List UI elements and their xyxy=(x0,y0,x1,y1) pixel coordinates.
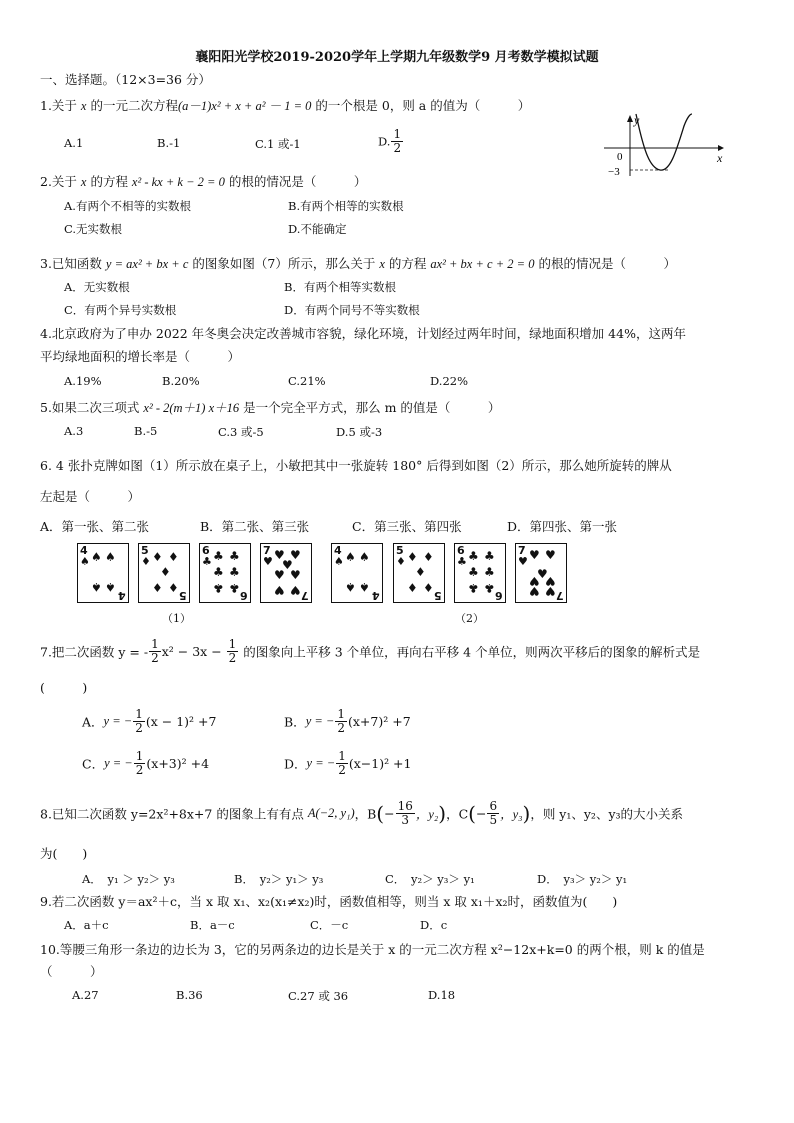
card-rank-value: 7 xyxy=(263,544,271,557)
q8-b-y: ，y₂ xyxy=(415,807,439,822)
q7-option-d xyxy=(284,750,411,777)
card-rank xyxy=(202,545,212,567)
q10-option-c: C.27 或 36 xyxy=(288,989,349,1003)
heart-icon: ♥ xyxy=(274,548,285,562)
q4-option-b: B.20% xyxy=(162,374,200,388)
card-5-diamonds-1 xyxy=(138,543,190,603)
q3-equation: ax² + bx + c + 2 = 0 xyxy=(430,257,535,271)
spade-icon: ♠ xyxy=(359,580,370,594)
q7-f1-den: 2 xyxy=(151,651,159,665)
q7-mid: x² − 3x − xyxy=(161,644,226,659)
club-icon: ♣ xyxy=(468,581,479,595)
q7-post: 的图象向上平移 3 个单位，再向右平移 4 个单位，则两次平移后的图象的解析式是 xyxy=(239,644,701,660)
question-6-line1: 6. 4 张扑克牌如图（1）所示放在桌子上，小敏把其中一张旋转 180° 后得到如图（2）所示，那么她所旋转的牌从 xyxy=(40,458,672,473)
card-rank-bottom: 4 xyxy=(118,589,126,602)
q1-post: 的一个根是 0，则 a 的值为（ ） xyxy=(311,98,531,113)
card-rank-bottom: 7 xyxy=(556,589,564,602)
q2-mid: 的方程 xyxy=(86,174,132,189)
card-7-hearts-1 xyxy=(260,543,312,603)
diamond-icon: ♦ xyxy=(415,565,426,579)
page-title: 襄阳阳光学校2019-2020学年上学期九年级数学9 月考数学模拟试题 xyxy=(195,50,599,65)
card-rank-bottom: 4 xyxy=(372,589,380,602)
figure-label-2: （2） xyxy=(455,612,484,625)
card-rank-value: 6 xyxy=(202,544,210,557)
question-3 xyxy=(40,254,676,272)
card-rank-bottom: 7 xyxy=(301,589,309,602)
q7-c-num: 1 xyxy=(135,749,144,763)
q8-c-fraction xyxy=(487,800,499,827)
q3-post: 的根的情况是（ ） xyxy=(534,256,676,271)
q7-d-fraction xyxy=(336,750,348,777)
q8-paren-open-c: ( xyxy=(468,801,476,826)
q1-mid: 的一元二次方程 xyxy=(86,98,178,113)
q2-option-c: C.无实数根 xyxy=(64,222,123,236)
question-5 xyxy=(40,398,500,416)
question-8 xyxy=(40,800,683,827)
spade-icon: ♠ xyxy=(345,580,356,594)
question-10-line1: 10.等腰三角形一条边的边长为 3，它的另两条边的边长是关于 x 的一元二次方程 x²−12x+k=0 的两个根，则 k 的值是 xyxy=(40,942,705,957)
heart-icon: ♥ xyxy=(290,568,301,582)
q2-option-a: A.有两个不相等的实数根 xyxy=(64,199,191,213)
card-rank-suit: ♣ xyxy=(457,555,467,568)
q1-option-a: A.1 xyxy=(64,136,84,150)
q5-pre: 5.如果二次三项式 xyxy=(40,400,144,415)
q8-option-b: B． y₂＞ y₁＞ y₃ xyxy=(234,872,324,886)
card-rank-suit: ♥ xyxy=(518,555,528,568)
q8-paren-open: ( xyxy=(376,801,385,826)
q6-option-d: D．第四张、第一张 xyxy=(507,519,618,534)
q8-post: ，则 y₁、y₂、y₃的大小关系 xyxy=(530,806,684,822)
q8-point-a: A(−2, y₁) xyxy=(307,806,355,820)
q7-c-pre: y = − xyxy=(104,756,133,770)
card-rank-value: 5 xyxy=(141,544,149,557)
parabola-graph xyxy=(600,112,730,180)
q3-pre: 3.已知函数 xyxy=(40,256,106,271)
heart-icon: ♥ xyxy=(529,548,540,562)
spade-icon: ♠ xyxy=(105,580,116,594)
q7-a-letter: A． xyxy=(82,714,104,730)
q4-option-c: C.21% xyxy=(288,374,326,388)
q5-option-a: A.3 xyxy=(64,424,84,438)
card-rank xyxy=(263,545,273,567)
q10-option-a: A.27 xyxy=(72,988,99,1002)
q3-function: y = ax² + bx + c xyxy=(105,257,189,271)
heart-icon: ♥ xyxy=(274,583,285,597)
question-4-line2: 平均绿地面积的增长率是（ ） xyxy=(40,349,241,364)
card-rank-value: 7 xyxy=(518,544,526,557)
q4-option-d: D.22% xyxy=(430,374,469,388)
section-heading: 一、选择题。（12×3=36 分） xyxy=(40,72,211,87)
q2-option-d: D.不能确定 xyxy=(288,222,347,236)
q8-b-den: 3 xyxy=(401,813,410,827)
q8-comma-c: ，C xyxy=(446,806,469,822)
card-rank xyxy=(80,545,90,567)
q7-d-pre: y = − xyxy=(306,756,336,770)
q8-paren-close: ) xyxy=(438,801,447,826)
origin-label: 0 xyxy=(617,151,623,163)
y-axis-arrow xyxy=(627,115,633,122)
heart-icon: ♥ xyxy=(290,548,301,562)
question-9: 9.若二次函数 y＝ax²＋c，当 x 取 x₁、x₂(x₁≠x₂)时，函数值相等，则当 x 取 x₁＋x₂时，函数值为( ) xyxy=(40,894,618,909)
x-label: x xyxy=(717,151,723,165)
q7-b-post: (x+7)² +7 xyxy=(348,714,411,729)
question-4-line1: 4.北京政府为了申办 2022 年冬奥会决定改善城市容貌，绿化环境，计划经过两年时间，绿地面积增加 44%，这两年 xyxy=(40,326,686,341)
card-rank xyxy=(141,545,151,567)
q8-option-a: A． y₁ ＞ y₂＞ y₃ xyxy=(82,872,175,886)
q3-option-d: D．有两个同号不等实数根 xyxy=(284,303,420,317)
q7-b-letter: B． xyxy=(284,714,306,730)
q7-c-post: (x+3)² +4 xyxy=(146,756,210,771)
q8-c-neg: − xyxy=(475,806,487,821)
y-label: y xyxy=(634,113,640,127)
spade-icon: ♠ xyxy=(359,550,370,564)
q5-expression: x² - 2(m＋1) x＋16 xyxy=(143,401,240,415)
q7-c-den: 2 xyxy=(135,763,144,777)
card-rank-bottom: 6 xyxy=(240,589,248,602)
q5-option-b: B.-5 xyxy=(134,424,158,438)
q8-b-num: 16 xyxy=(397,799,413,813)
figure-label-1: （1） xyxy=(162,612,191,625)
card-6-clubs-1 xyxy=(199,543,251,603)
q7-a-den: 2 xyxy=(135,721,143,735)
q10-option-d: D.18 xyxy=(428,988,456,1002)
q8-c-y: ，y₃ xyxy=(500,807,523,822)
q7-pre: 7.把二次函数 y = - xyxy=(40,644,149,660)
q7-option-a xyxy=(82,708,216,735)
heart-icon: ♥ xyxy=(545,574,556,588)
card-6-clubs-2 xyxy=(454,543,506,603)
q8-c-den: 5 xyxy=(489,813,498,827)
spade-icon: ♠ xyxy=(345,550,356,564)
card-rank-value: 5 xyxy=(396,544,404,557)
q7-b-pre: y = − xyxy=(305,714,335,728)
q7-a-post: (x − 1)² +7 xyxy=(145,714,217,729)
neg3-label: −3 xyxy=(608,166,620,178)
q1-option-d xyxy=(378,128,404,155)
q7-b-num: 1 xyxy=(337,707,345,721)
card-4-spades-1 xyxy=(77,543,129,603)
spade-icon: ♠ xyxy=(91,580,102,594)
question-1 xyxy=(40,96,530,114)
q8-paren-close-c: ) xyxy=(522,801,531,826)
q7-d-letter: D． xyxy=(284,756,307,772)
diamond-icon: ♦ xyxy=(168,550,179,564)
q7-fraction-2 xyxy=(227,638,239,665)
card-rank-value: 4 xyxy=(334,544,342,557)
card-rank-value: 4 xyxy=(80,544,88,557)
q8-comma-b: ，B xyxy=(354,806,377,822)
q9-option-b: B．a－c xyxy=(190,918,235,932)
q3-option-c: C．有两个异号实数根 xyxy=(64,303,177,317)
card-7-hearts-2 xyxy=(515,543,567,603)
q7-d-num: 1 xyxy=(338,749,346,763)
card-rank xyxy=(396,545,406,567)
diamond-icon: ♦ xyxy=(407,581,418,595)
q5-post: 是一个完全平方式，那么 m 的值是（ ） xyxy=(239,400,501,415)
card-rank-suit: ♠ xyxy=(80,555,90,568)
question-7-line2: ( ) xyxy=(40,680,88,695)
diamond-icon: ♦ xyxy=(168,581,179,595)
question-8-line2: 为( ) xyxy=(40,846,88,861)
q9-option-d: D．c xyxy=(420,918,448,932)
q6-option-c: C．第三张、第四张 xyxy=(352,519,462,534)
question-2 xyxy=(40,172,366,190)
q2-var: x xyxy=(80,175,87,189)
heart-icon: ♥ xyxy=(537,567,548,581)
q2-post: 的根的情况是（ ） xyxy=(224,174,367,189)
heart-icon: ♥ xyxy=(290,583,301,597)
q8-option-d: D． y₃＞ y₂＞ y₁ xyxy=(537,872,628,886)
q7-d-den: 2 xyxy=(338,763,346,777)
q1-equation: (a－1)x² + x + a² － 1 = 0 xyxy=(177,99,312,113)
heart-icon: ♥ xyxy=(282,558,293,572)
q9-option-c: C．－c xyxy=(310,918,349,932)
q8-b-neg: − xyxy=(384,806,395,821)
q1-pre: 1.关于 xyxy=(40,98,81,113)
q1-option-b: B.-1 xyxy=(157,136,181,150)
parabola-curve xyxy=(636,114,692,170)
heart-icon: ♥ xyxy=(545,584,556,598)
q7-f1-num: 1 xyxy=(151,637,159,651)
q10-option-b: B.36 xyxy=(176,988,203,1002)
q7-b-fraction xyxy=(335,708,347,735)
q8-option-c: C． y₂＞ y₃＞ y₁ xyxy=(385,872,475,886)
q1-d-num: 1 xyxy=(393,127,402,141)
q2-equation: x² - kx + k − 2 = 0 xyxy=(131,175,225,189)
q1-option-d-fraction xyxy=(391,128,403,155)
q3-mid: 的图象如图（7）所示，那么关于 xyxy=(188,256,380,271)
q8-c-num: 6 xyxy=(489,799,498,813)
q5-option-d: D.5 或-3 xyxy=(336,425,383,439)
card-rank-bottom: 6 xyxy=(495,589,503,602)
card-rank-bottom: 5 xyxy=(434,589,442,602)
q7-f2-den: 2 xyxy=(228,651,237,665)
club-icon: ♣ xyxy=(468,565,479,579)
q7-d-post: (x−1)² +1 xyxy=(348,756,412,771)
diamond-icon: ♦ xyxy=(423,581,434,595)
heart-icon: ♥ xyxy=(529,574,540,588)
q7-f2-num: 1 xyxy=(228,637,237,651)
club-icon: ♣ xyxy=(484,549,495,563)
q8-pre: 8.已知二次函数 y=2x²+8x+7 的图象上有有点 xyxy=(40,806,308,822)
club-icon: ♣ xyxy=(468,549,479,563)
club-icon: ♣ xyxy=(229,581,240,595)
question-6-line2: 左起是（ ） xyxy=(40,489,141,504)
card-rank xyxy=(457,545,467,567)
q3-var: x xyxy=(379,257,385,271)
q4-option-a: A.19% xyxy=(64,374,102,388)
card-rank-value: 6 xyxy=(457,544,465,557)
card-rank-suit: ♥ xyxy=(263,555,273,568)
q8-b-fraction xyxy=(396,800,415,827)
q7-a-num: 1 xyxy=(135,707,143,721)
q7-c-letter: C． xyxy=(82,756,105,772)
card-rank-bottom: 5 xyxy=(179,589,187,602)
club-icon: ♣ xyxy=(229,549,240,563)
q1-option-c: C.1 或-1 xyxy=(255,137,301,151)
heart-icon: ♥ xyxy=(545,548,556,562)
q2-pre: 2.关于 xyxy=(40,174,81,189)
diamond-icon: ♦ xyxy=(152,581,163,595)
club-icon: ♣ xyxy=(484,581,495,595)
q2-option-b: B.有两个相等的实数根 xyxy=(288,199,404,213)
card-rank-suit: ♦ xyxy=(141,555,151,568)
q7-option-b xyxy=(284,708,411,735)
club-icon: ♣ xyxy=(484,565,495,579)
q3-option-b: B．有两个相等实数根 xyxy=(284,280,396,294)
q9-option-a: A．a＋c xyxy=(64,918,109,932)
q7-a-pre: y = − xyxy=(103,714,133,728)
card-rank-suit: ♠ xyxy=(334,555,344,568)
diamond-icon: ♦ xyxy=(160,565,171,579)
q1-option-d-letter: D. xyxy=(378,134,391,149)
q6-option-b: B．第二张、第三张 xyxy=(200,519,310,534)
card-rank-suit: ♣ xyxy=(202,555,212,568)
club-icon: ♣ xyxy=(213,549,224,563)
question-7 xyxy=(40,638,700,665)
question-10-line2: （ ） xyxy=(40,964,103,979)
q7-c-fraction xyxy=(134,750,146,777)
card-rank-suit: ♦ xyxy=(396,555,406,568)
q7-a-fraction xyxy=(133,708,145,735)
club-icon: ♣ xyxy=(213,581,224,595)
club-icon: ♣ xyxy=(229,565,240,579)
card-4-spades-2 xyxy=(331,543,383,603)
q7-option-c xyxy=(82,750,209,777)
q3-option-a: A．无实数根 xyxy=(64,280,130,294)
card-rank xyxy=(334,545,344,567)
heart-icon: ♥ xyxy=(529,584,540,598)
diamond-icon: ♦ xyxy=(407,550,418,564)
q6-option-a: A．第一张、第二张 xyxy=(40,519,150,534)
q1-var: x xyxy=(80,99,87,113)
card-rank xyxy=(518,545,528,567)
spade-icon: ♠ xyxy=(105,550,116,564)
spade-icon: ♠ xyxy=(91,550,102,564)
q7-fraction-1 xyxy=(149,638,161,665)
diamond-icon: ♦ xyxy=(423,550,434,564)
q1-d-den: 2 xyxy=(393,141,402,155)
heart-icon: ♥ xyxy=(274,568,285,582)
q5-option-c: C.3 或-5 xyxy=(218,425,264,439)
club-icon: ♣ xyxy=(213,565,224,579)
diamond-icon: ♦ xyxy=(152,550,163,564)
q3-mid2: 的方程 xyxy=(384,256,431,271)
q7-b-den: 2 xyxy=(337,721,345,735)
card-5-diamonds-2 xyxy=(393,543,445,603)
